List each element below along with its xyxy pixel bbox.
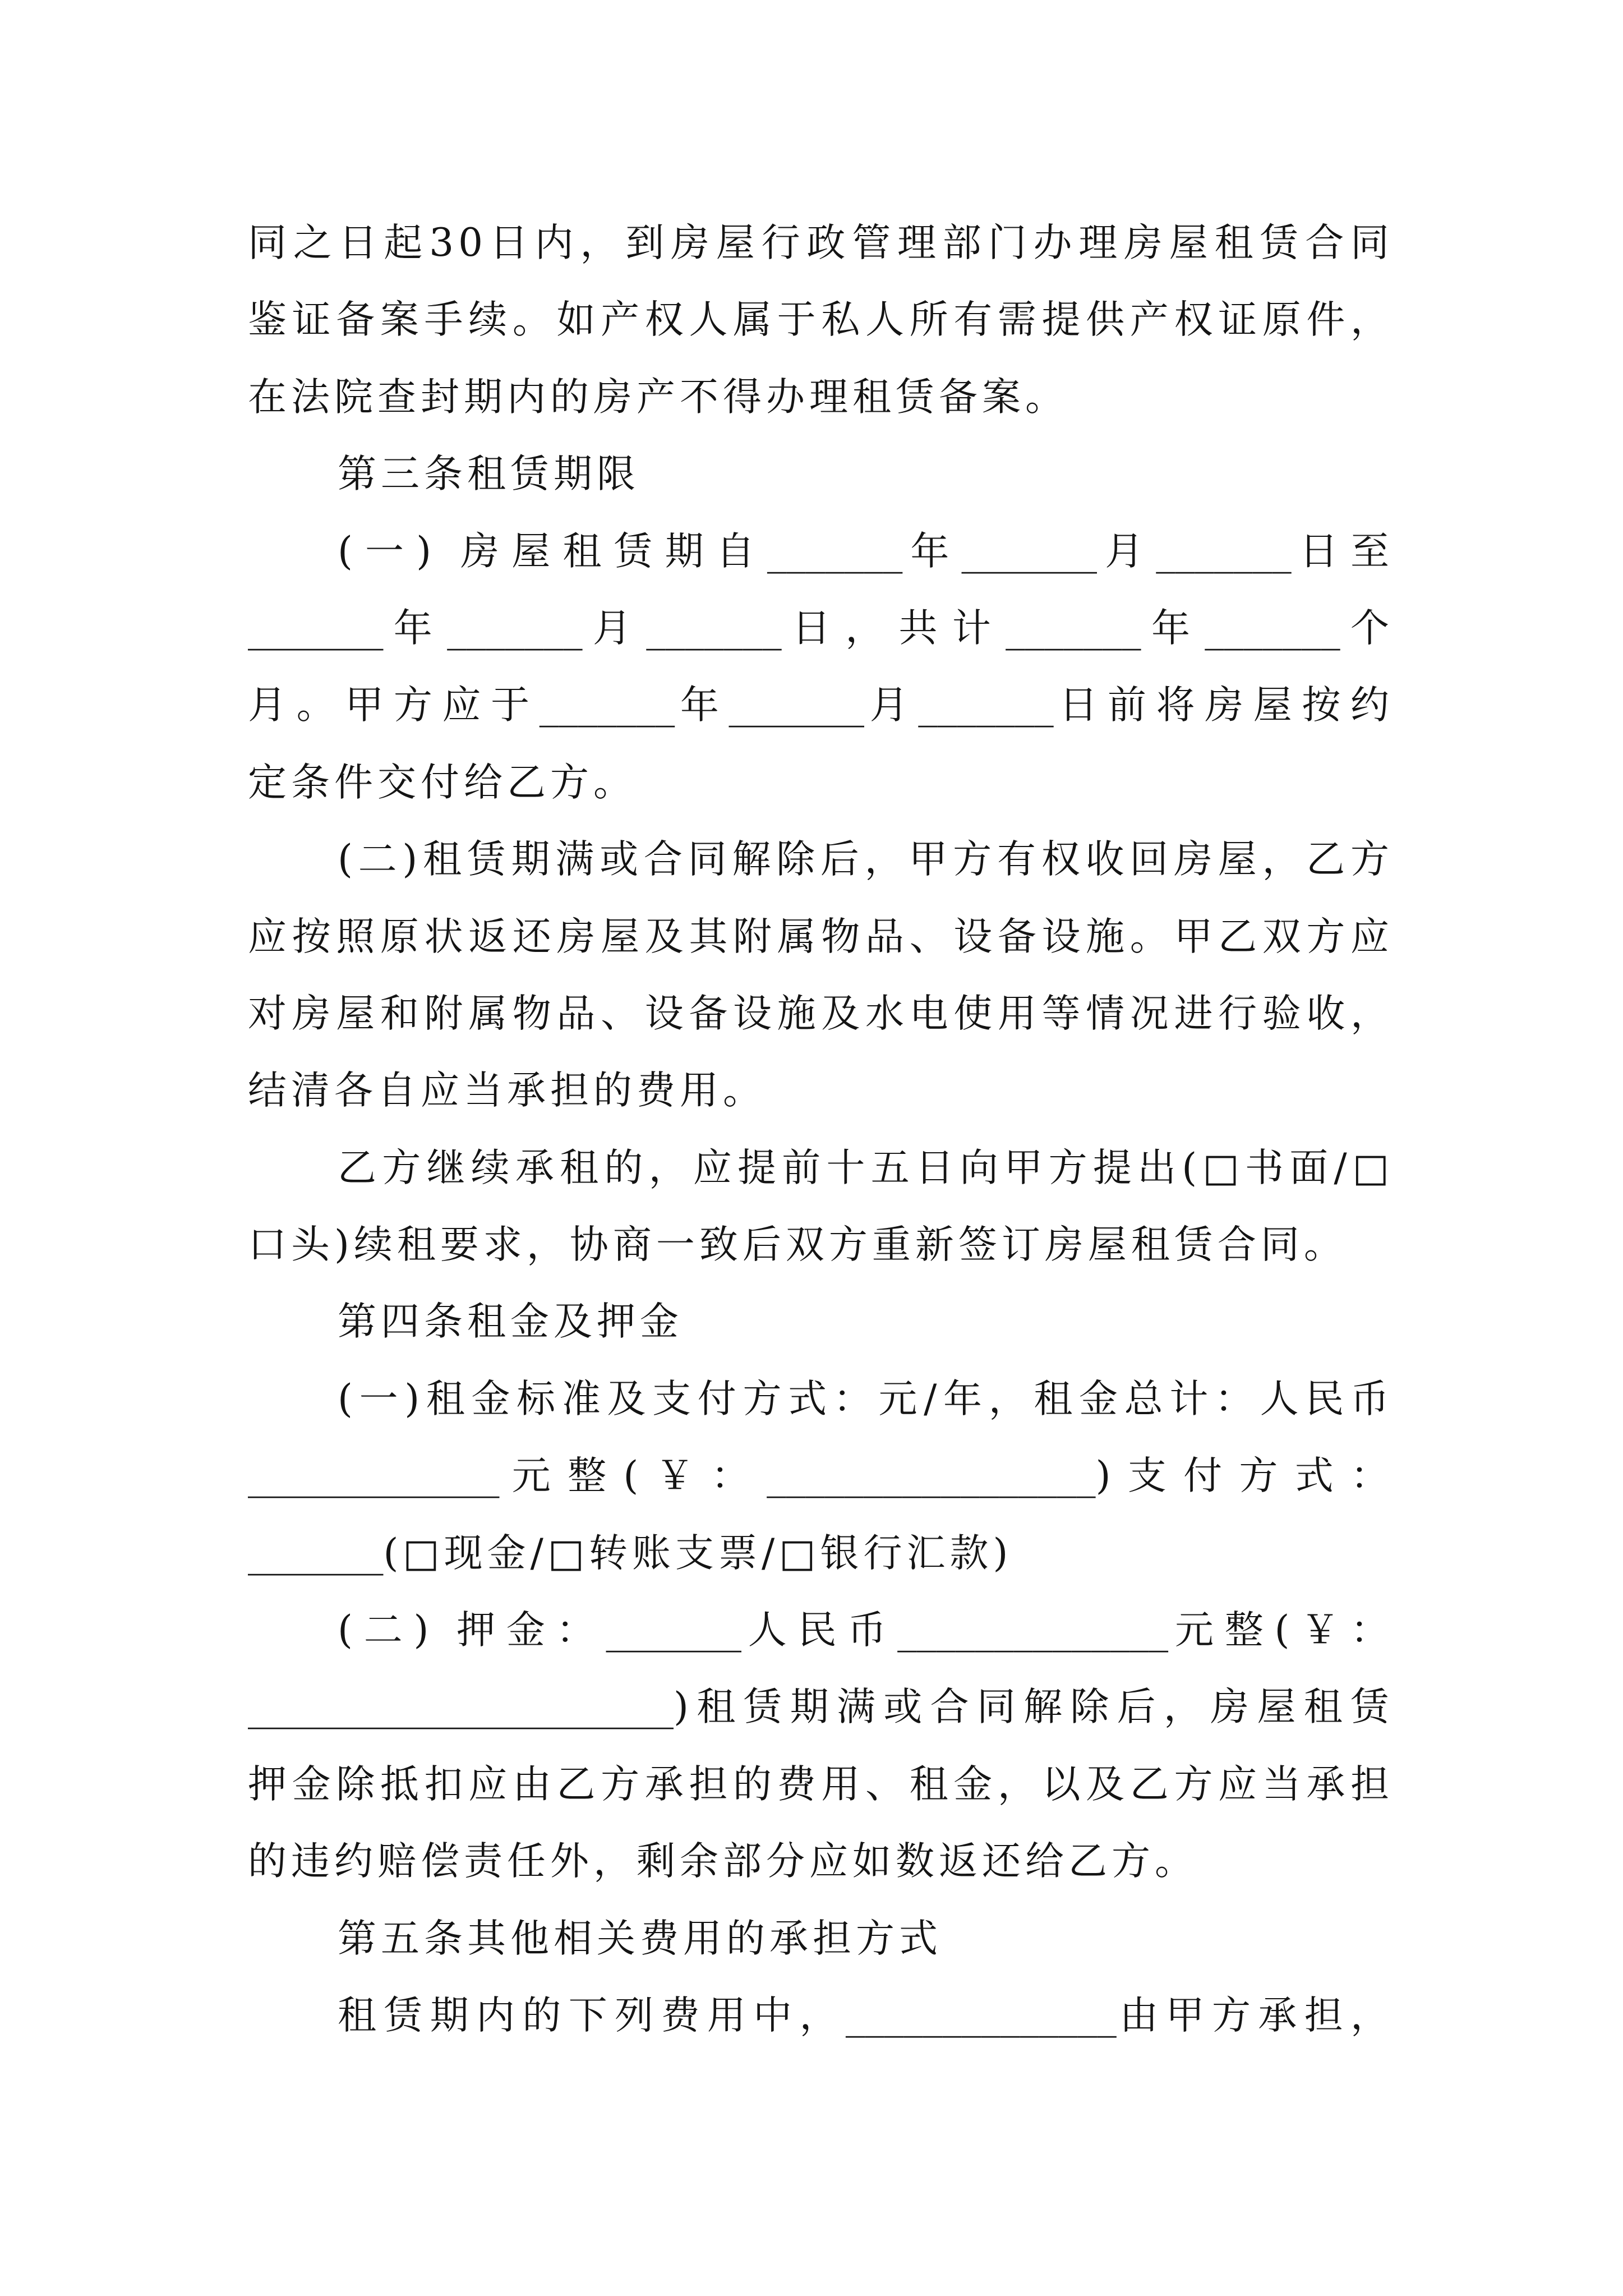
paragraph-line: _______(□现金/□转账支票/□银行汇款) <box>248 1530 1013 1576</box>
fill-in-blank: _______ <box>728 683 864 728</box>
paragraph-line: _______年_______月_______日，共计_______年_______个 <box>248 605 1394 651</box>
paragraph-line: 定条件交付给乙方。 <box>248 760 637 805</box>
paragraph-line: 鉴证备案手续。如产权人属于私人所有需提供产权证原件， <box>248 297 1394 343</box>
paragraph-line: 押金除抵扣应由乙方承担的费用、租金，以及乙方应当承担 <box>248 1761 1394 1807</box>
fill-in-blank: _______ <box>1156 528 1292 574</box>
fill-in-blank: _______ <box>539 683 675 728</box>
paragraph-line: 应按照原状返还房屋及其附属物品、设备设施。甲乙双方应 <box>248 914 1394 959</box>
document-page <box>248 205 1394 2054</box>
paragraph-line: 口头)续租要求，协商一致后双方重新签订房屋租赁合同。 <box>248 1222 1347 1268</box>
fill-in-blank: _______ <box>1006 605 1141 651</box>
paragraph-line: (一)租金标准及支付方式：元/年，租金总计：人民币 <box>338 1376 1394 1421</box>
paragraph-line: 租赁期内的下列费用中，______________由甲方承担， <box>338 1993 1394 2038</box>
fill-in-blank: _________________ <box>767 1453 1096 1499</box>
fill-in-blank: _______ <box>447 605 583 651</box>
fill-in-blank: _______ <box>767 528 903 574</box>
fill-in-blank: _______ <box>248 605 384 651</box>
paragraph-line: ______________________)租赁期满或合同解除后，房屋租赁 <box>248 1685 1394 1730</box>
fill-in-blank: ______________ <box>897 1608 1169 1653</box>
fill-in-blank: _______ <box>961 528 1098 574</box>
fill-in-blank: _______ <box>918 683 1054 728</box>
fill-in-blank: _______ <box>248 1530 384 1576</box>
article-heading: 第五条其他相关费用的承担方式 <box>338 1916 942 1961</box>
paragraph-line: 月。甲方应于_______年_______月_______日前将房屋按约 <box>248 683 1394 728</box>
article-heading: 第四条租金及押金 <box>338 1299 683 1345</box>
article-heading: 第三条租赁期限 <box>338 452 640 497</box>
fill-in-blank: _______ <box>646 605 782 651</box>
paragraph-line: 对房屋和附属物品、设备设施及水电使用等情况进行验收， <box>248 991 1394 1036</box>
paragraph-line: (二) 押金：_______人民币______________元整(￥： <box>338 1608 1394 1653</box>
paragraph-line: (二)租赁期满或合同解除后，甲方有权收回房屋，乙方 <box>338 837 1394 882</box>
paragraph-line: 的违约赔偿责任外，剩余部分应如数返还给乙方。 <box>248 1839 1198 1884</box>
fill-in-blank: _______ <box>1205 605 1340 651</box>
paragraph-line: 在法院查封期内的房产不得办理租赁备案。 <box>248 374 1068 420</box>
fill-in-blank: ______________ <box>845 1993 1117 2038</box>
paragraph-line: (一) 房屋租赁期自_______年_______月_______日至 <box>338 528 1394 574</box>
fill-in-blank: ______________________ <box>248 1685 674 1730</box>
fill-in-blank: _______ <box>606 1608 741 1653</box>
paragraph-line: 乙方继续承租的，应提前十五日向甲方提出(□书面/□ <box>338 1145 1394 1190</box>
fill-in-blank: _____________ <box>248 1453 500 1499</box>
paragraph-line: 同之日起30日内，到房屋行政管理部门办理房屋租赁合同 <box>248 220 1394 265</box>
paragraph-line: _____________元整(￥：_________________)支付方式： <box>248 1453 1394 1499</box>
paragraph-line: 结清各自应当承担的费用。 <box>248 1068 766 1114</box>
